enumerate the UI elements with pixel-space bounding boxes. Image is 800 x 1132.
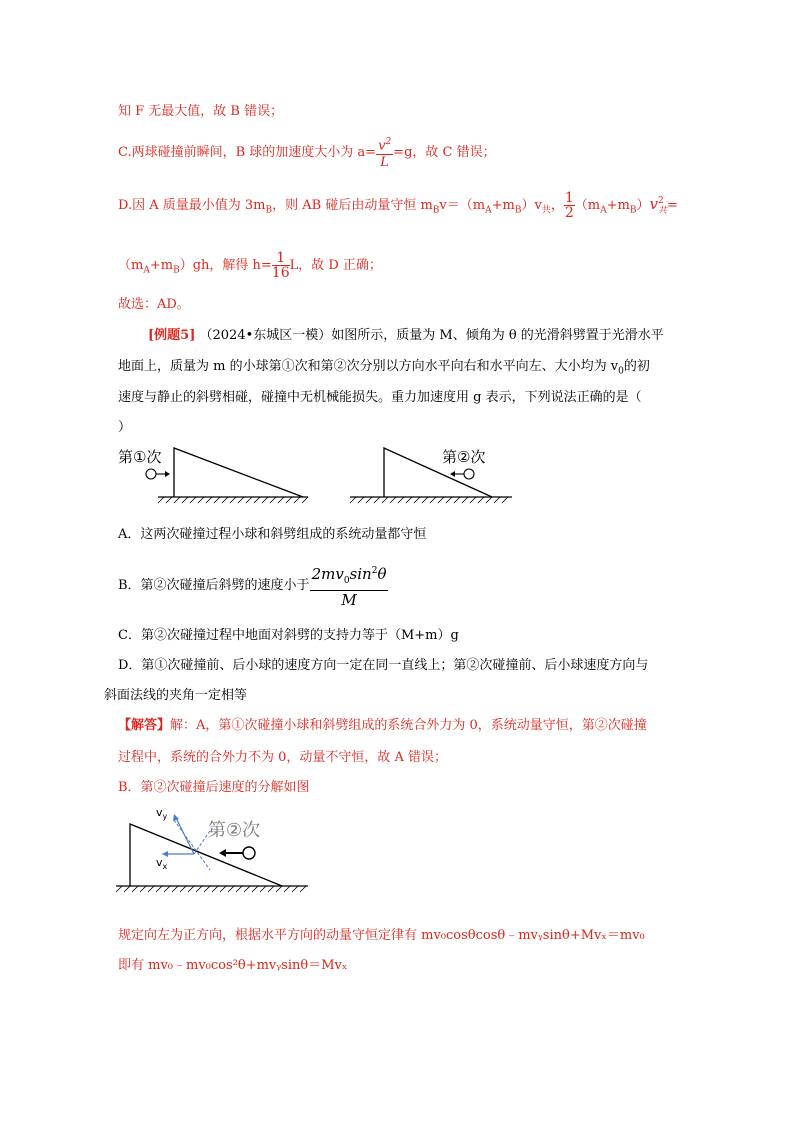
frac-numerator: 1 <box>272 251 290 266</box>
d-text-a: D.因 A 质量最小值为 3m <box>118 198 266 213</box>
vx-label: $v_x$ <box>156 856 168 871</box>
example-text: 地面上，质量为 m 的小球第①次和第②次分别以方向水平向右和水平向左、大小均为 v <box>118 359 619 374</box>
answer-line-3: B．第②次碰撞后速度的分解如图 <box>118 780 310 795</box>
frac-numerator: 1 <box>564 190 574 206</box>
ground-hatch <box>116 886 306 892</box>
accel-fraction <box>376 135 393 169</box>
frac-sub: 0 <box>343 576 350 586</box>
option-b-text: B．第②次碰撞后斜劈的速度小于 <box>118 578 310 593</box>
solution-line-d2 <box>118 246 382 291</box>
d-text: +m <box>606 198 630 213</box>
frac-denominator: 2 <box>564 205 574 221</box>
arrowhead-left-icon <box>450 471 455 477</box>
d-text: （m <box>574 198 601 213</box>
answer-line-4: 规定向左为正方向，根据水平方向的动量守恒定律有 mv₀cosθcosθ﹣mvᵧsinθ+Mvₓ＝mv₀ <box>118 928 645 943</box>
half-fraction <box>564 191 575 220</box>
option-b-fraction <box>310 562 389 609</box>
answer-line-1 <box>118 717 647 735</box>
v-symbol: v <box>649 195 658 213</box>
frac-sup: 2 <box>371 566 378 576</box>
solution-c-text: C.两球碰撞前瞬间，B 球的加速度大小为 a= <box>118 145 377 160</box>
d-sub: B <box>629 205 637 216</box>
decomposition-figure <box>112 800 312 895</box>
solution-choice: 故选：AD。 <box>118 297 190 312</box>
ball-arrowhead-icon <box>219 849 226 857</box>
example-text: （2024•东城区一模）如图所示，质量为 M、倾角为 θ 的光滑斜劈置于光滑水平 <box>199 328 664 343</box>
example-line-4: ） <box>118 420 132 435</box>
d2-text: （m <box>118 258 144 273</box>
d-sub: A <box>600 205 607 216</box>
d-sub: B <box>265 205 273 216</box>
option-b <box>118 562 388 609</box>
frac-numerator: v <box>378 138 386 154</box>
d-sub: B <box>432 205 440 216</box>
solution-line-1: 知 F 无最大值，故 B 错误； <box>118 104 284 119</box>
frac-numerator: 2mv <box>311 565 344 583</box>
example-line-3: 速度与静止的斜劈相碰，碰撞中无机械能损失。重力加速度用 g 表示，下列说法正确的是（ <box>118 390 642 405</box>
vx-arrowhead-icon <box>162 851 168 857</box>
vy-label: $v_y$ <box>156 806 168 821</box>
ball-2 <box>464 469 474 479</box>
frac-num-sup: 2 <box>385 137 392 148</box>
vy-arrowhead-icon <box>173 814 179 821</box>
d-sub: A <box>485 205 492 216</box>
frac-denominator: 16 <box>271 265 290 281</box>
d2-sub: A <box>143 265 150 276</box>
solution-line-c <box>118 134 496 172</box>
d-text: = <box>666 198 678 213</box>
example-line-2 <box>118 358 650 381</box>
ground-hatch-2 <box>350 497 508 503</box>
d2-text: ）gh，解得 h= <box>179 258 272 273</box>
d-text: ， <box>550 198 564 213</box>
option-c: C．第②次碰撞过程中地面对斜劈的支持力等于（M+m）g <box>118 628 459 643</box>
arrowhead-right-icon <box>165 471 170 477</box>
fig-label-1: 第①次 <box>118 448 162 466</box>
h-fraction <box>272 251 290 280</box>
option-d-line-1: D．第①次碰撞前、后小球的速度方向一定在同一直线上；第②次碰撞前、后小球速度方向与 <box>118 658 649 673</box>
d2-text: +m <box>149 258 174 273</box>
frac-theta: θ <box>377 565 387 583</box>
fig-label: 第②次 <box>208 820 261 841</box>
ball-1 <box>146 469 156 479</box>
d-text: ）v <box>521 198 542 213</box>
example-tag: [例题5] <box>148 328 196 343</box>
answer-text: 解：A，第①次碰撞小球和斜劈组成的系统合外力为 0，系统动量守恒，第②次碰撞 <box>170 718 647 733</box>
frac-denominator: M <box>341 591 357 609</box>
option-d-line-2: 斜面法线的夹角一定相等 <box>104 688 248 703</box>
solution-c-end: =g，故 C 错误； <box>393 145 496 160</box>
fig-label-2: 第②次 <box>442 448 486 466</box>
example-sub: 0 <box>618 366 624 377</box>
wedge-figure <box>110 440 530 506</box>
d2-sub: B <box>173 265 180 276</box>
example-text: 的初 <box>623 359 650 374</box>
example-header <box>148 327 664 345</box>
option-a: A．这两次碰撞过程小球和斜劈组成的系统动量都守恒 <box>118 527 427 542</box>
ground-hatch-1 <box>158 497 308 503</box>
answer-line-2: 过程中，系统的合外力不为 0，动量不守恒，故 A 错误； <box>118 750 448 765</box>
d-text: +m <box>491 198 515 213</box>
frac-sin: sin <box>349 565 372 583</box>
frac-denominator: L <box>380 154 389 170</box>
v-sup: 2 <box>657 195 664 206</box>
velocity-guide <box>194 828 212 854</box>
d-sub: B <box>514 205 522 216</box>
d-sub: 共 <box>541 205 551 216</box>
wedge-1 <box>174 448 303 497</box>
d-text-c: v＝（m <box>439 198 486 213</box>
d-text: ） <box>636 198 650 213</box>
answer-line-5: 即有 mv₀﹣mv₀cos²θ+mvᵧsinθ＝Mvₓ <box>118 958 348 973</box>
solution-line-d <box>118 184 678 231</box>
answer-tag: 【解答】 <box>118 718 171 733</box>
vy-arrow <box>176 818 194 854</box>
d-text-b: ，则 AB 碰后由动量守恒 m <box>272 198 433 213</box>
d2-text: L，故 D 正确； <box>289 258 382 273</box>
v-sub: 共 <box>657 205 667 216</box>
normal-line <box>174 820 210 870</box>
ball <box>243 847 255 859</box>
